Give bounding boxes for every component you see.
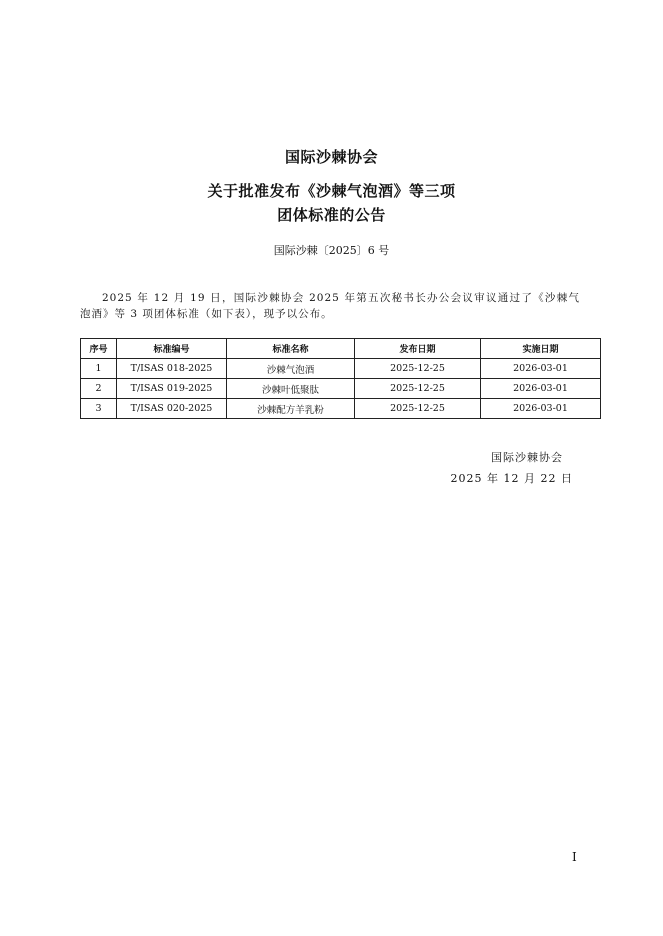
- signature-organization: 国际沙棘协会: [491, 451, 563, 464]
- cell-serial: 1: [81, 359, 117, 379]
- organization-title: 国际沙棘协会: [284, 148, 378, 166]
- announcement-title-line-1: 关于批准发布《沙棘气泡酒》等三项: [207, 182, 456, 200]
- cell-standard-name: 沙棘叶低聚肽: [227, 379, 355, 399]
- page-number: I: [572, 850, 577, 864]
- cell-effective-date: 2026-03-01: [481, 379, 601, 399]
- column-header-effective-date: 实施日期: [481, 339, 601, 359]
- cell-effective-date: 2026-03-01: [481, 399, 601, 419]
- cell-release-date: 2025-12-25: [355, 379, 481, 399]
- column-header-serial: 序号: [81, 339, 117, 359]
- cell-release-date: 2025-12-25: [355, 359, 481, 379]
- column-header-standard-code: 标准编号: [117, 339, 227, 359]
- cell-serial: 2: [81, 379, 117, 399]
- signature-block: [451, 447, 573, 489]
- column-header-release-date: 发布日期: [355, 339, 481, 359]
- cell-standard-code: T/ISAS 019-2025: [117, 379, 227, 399]
- standards-table: [80, 338, 601, 419]
- cell-effective-date: 2026-03-01: [481, 359, 601, 379]
- cell-standard-name: 沙棘配方羊乳粉: [227, 399, 355, 419]
- cell-standard-name: 沙棘气泡酒: [227, 359, 355, 379]
- table-row: [81, 379, 601, 399]
- table-row: [81, 359, 601, 379]
- cell-standard-code: T/ISAS 020-2025: [117, 399, 227, 419]
- cell-release-date: 2025-12-25: [355, 399, 481, 419]
- cell-standard-code: T/ISAS 018-2025: [117, 359, 227, 379]
- signature-date: 2025 年 12 月 22 日: [450, 472, 573, 485]
- table-row: [81, 399, 601, 419]
- announcement-title-line-2: 团体标准的公告: [277, 206, 386, 224]
- cell-serial: 3: [81, 399, 117, 419]
- column-header-standard-name: 标准名称: [227, 339, 355, 359]
- announcement-body: 2025 年 12 月 19 日，国际沙棘协会 2025 年第五次秘书长办公会议审议通过了《沙棘气泡酒》等 3 项团体标准（如下表），现予以公布。: [80, 292, 580, 320]
- document-number: 国际沙棘〔2025〕6 号: [273, 244, 390, 257]
- announcement-title: [0, 179, 663, 227]
- table-header-row: [81, 339, 601, 359]
